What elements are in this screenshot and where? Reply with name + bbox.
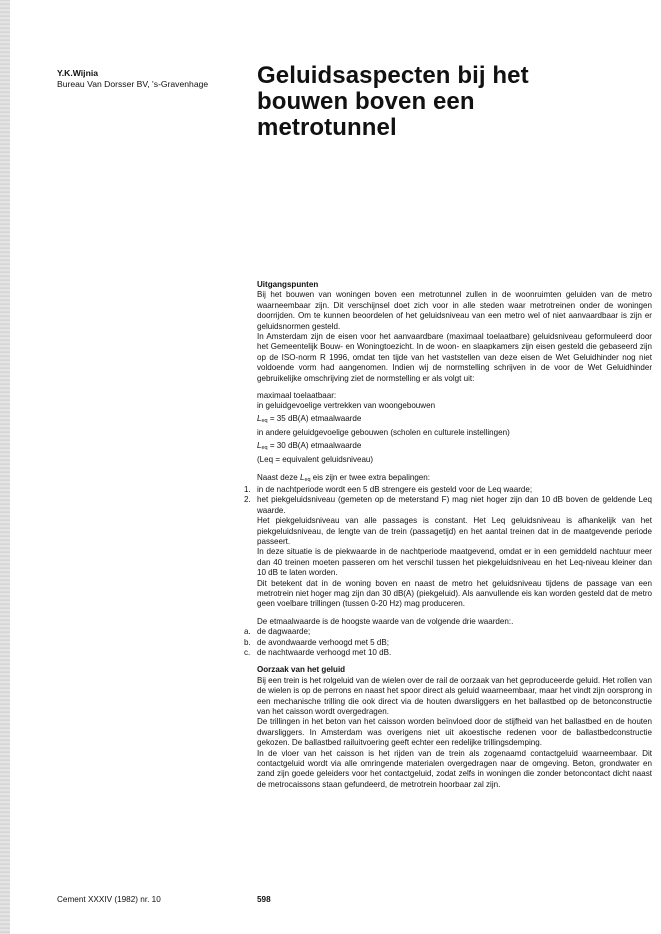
list-number: 2. [244, 495, 251, 505]
list-item [244, 627, 652, 637]
norm-value: = 35 dB(A) etmaalwaarde [267, 413, 362, 423]
norm-formula [257, 441, 652, 453]
section-heading-oorzaak: Oorzaak van het geluid [257, 665, 346, 675]
paragraph: De trillingen in het beton van het caisson worden beïnvloed door de stijfheid van het ballastbed en de houten dwarsliggers. In Amsterdam was overigens niet uit akoestische redenen voor de ballastbedconstructie gekozen. De ballastbed railuitvoering geeft echter een redelijke trillingsdemping. [257, 717, 652, 748]
article-body [244, 280, 652, 790]
scan-edge [0, 0, 10, 934]
author-affiliation: Bureau Van Dorsser BV, 's-Gravenhage [57, 79, 209, 89]
list-text: de dagwaarde; [257, 627, 311, 637]
list-item [244, 637, 652, 648]
paragraph: Bij het bouwen van woningen boven een metrotunnel zullen in de woonruimten geluiden van de metro waarneembaar zijn. Dit verschijnsel doet zich voor in alle steden waar metrotreinen onder de woningen doorrijden. Om te kunnen beoordelen of het geluidsniveau van een metro wel of niet aanvaardbaar is zijn er geluidsnormen gesteld. [257, 290, 652, 331]
list-item [244, 495, 652, 516]
list-item [244, 484, 652, 495]
norm-symbol: L [257, 440, 262, 450]
paragraph: Het piekgeluidsniveau van alle passages is constant. Het Leq geluidsniveau is afhankelijk van het piekgeluidsniveau, de lengte van de trein (passagetijd) en het aantal treinen dat in de maatgevende periode passeert. [257, 516, 652, 546]
list-text: in de nachtperiode wordt een 5 dB strengere eis gesteld voor de Leq waarde; [257, 484, 533, 494]
list-text: de nachtwaarde verhoogd met 10 dB. [257, 648, 392, 657]
list-letter: b. [244, 637, 251, 647]
norm-subscript: eq [261, 417, 268, 424]
article-title [257, 63, 657, 141]
list-text: het piekgeluidsniveau (gemeten op de meterstand F) mag niet hoger zijn dan 10 dB boven de geldende Leq waarde. [257, 495, 652, 515]
list-letter: c. [244, 648, 251, 657]
norm-line: maximaal toelaatbaar: [257, 391, 337, 401]
paragraph: In de vloer van het caisson is het rijden van de trein als zogenaamd contactgeluid waarneembaar. Dit contactgeluid wordt via alle omringende materialen overgedragen naar de omgeving. Beton, grondwater en zand zijn goede geleiders voor het contactgeluid, zodat zelfs in woningen die zonder betoncontact dicht naast de metrocaissons staan gefundeerd, de metrotrein hoorbaar zal zijn. [257, 748, 652, 789]
extra-intro-symbol: L [299, 472, 305, 482]
norm-formula [257, 414, 652, 426]
extra-intro-subscript: eq [304, 476, 311, 483]
author-block [57, 68, 208, 90]
extra-intro [257, 473, 652, 485]
list-letter: a. [244, 627, 251, 637]
title-line-3: metrotunnel [257, 114, 397, 141]
norm-line: in geluidgevoelige vertrekken van woongebouwen [257, 401, 436, 411]
paragraph: Dit betekent dat in de woning boven en naast de metro het geluidsniveau tijdens de passage van een metrotrein niet hoger mag zijn dan 30 dB(A) (piekgeluid). Als aanvullende eis kan worden gesteld dat de metro geen voelbare trillingen (tussen 0-20 Hz) mag produceren. [257, 578, 652, 609]
extra-intro-text: eis zijn er twee extra bepalingen: [310, 472, 430, 482]
norm-subscript: eq [261, 444, 268, 451]
title-line-2: bouwen boven een [257, 88, 475, 115]
list-number: 1. [244, 484, 251, 494]
list-text: de avondwaarde verhoogd met 5 dB; [257, 637, 389, 647]
norm-note: (Leq = equivalent geluidsniveau) [257, 455, 374, 465]
author-name: Y.K.Wijnia [57, 68, 98, 78]
paragraph: In Amsterdam zijn de eisen voor het aanvaardbare (maximaal toelaatbare) geluidsniveau geformuleerd door het Gemeentelijk Bouw- en Woningtoezicht. In de woon- en slaapkamers zijn eisen gesteld die gebaseerd zijn op de ISO-norm R 1996, omdat ten tijde van het vaststellen van deze eisen de Wet Geluidhinder nog niet voldoende vorm had aangenomen. Indien wij de normstelling schrijven in de voor de Wet Geluidhinder gebruikelijke omschrijving ziet de normstelling er als volgt uit: [257, 332, 652, 383]
norm-value: = 30 dB(A) etmaalwaarde [267, 440, 362, 450]
norm-symbol: L [257, 413, 262, 423]
paragraph: In deze situatie is de piekwaarde in de nachtperiode maatgevend, omdat er in een gemiddeld nachtuur meer dan 40 treinen moeten passeren om het verschil tussen het piekgeluidsniveau en het Leq-niveau kleiner dan 10 dB te laten worden. [257, 547, 652, 578]
section-heading-uitgangspunten: Uitgangspunten [257, 280, 319, 289]
list-item [244, 648, 652, 658]
extra-list [244, 484, 652, 516]
norm-line: in andere geluidgevoelige gebouwen (scholen en culturele instellingen) [257, 428, 510, 438]
title-line-1: Geluidsaspecten bij het [257, 62, 529, 89]
etmaal-intro: De etmaalwaarde is de hoogste waarde van de volgende drie waarden:. [257, 616, 514, 626]
paragraph: Bij een trein is het rolgeluid van de wielen over de rail de oorzaak van het geproduceerde geluid. Het rollen van de wielen is op de perrons en naast het spoor direct als geluid waarneembaar, maar het vindt zijn oorsprong in een mechanische trilling die ook direct via de houten dwarsliggers en het ballastbed op de betonconstructie van het caisson wordt overgedragen. [257, 675, 652, 717]
extra-intro-text: Naast deze [257, 472, 300, 482]
page-number: 598 [257, 895, 271, 904]
etmaal-list [244, 627, 652, 658]
journal-citation: Cement XXXIV (1982) nr. 10 [57, 895, 161, 904]
